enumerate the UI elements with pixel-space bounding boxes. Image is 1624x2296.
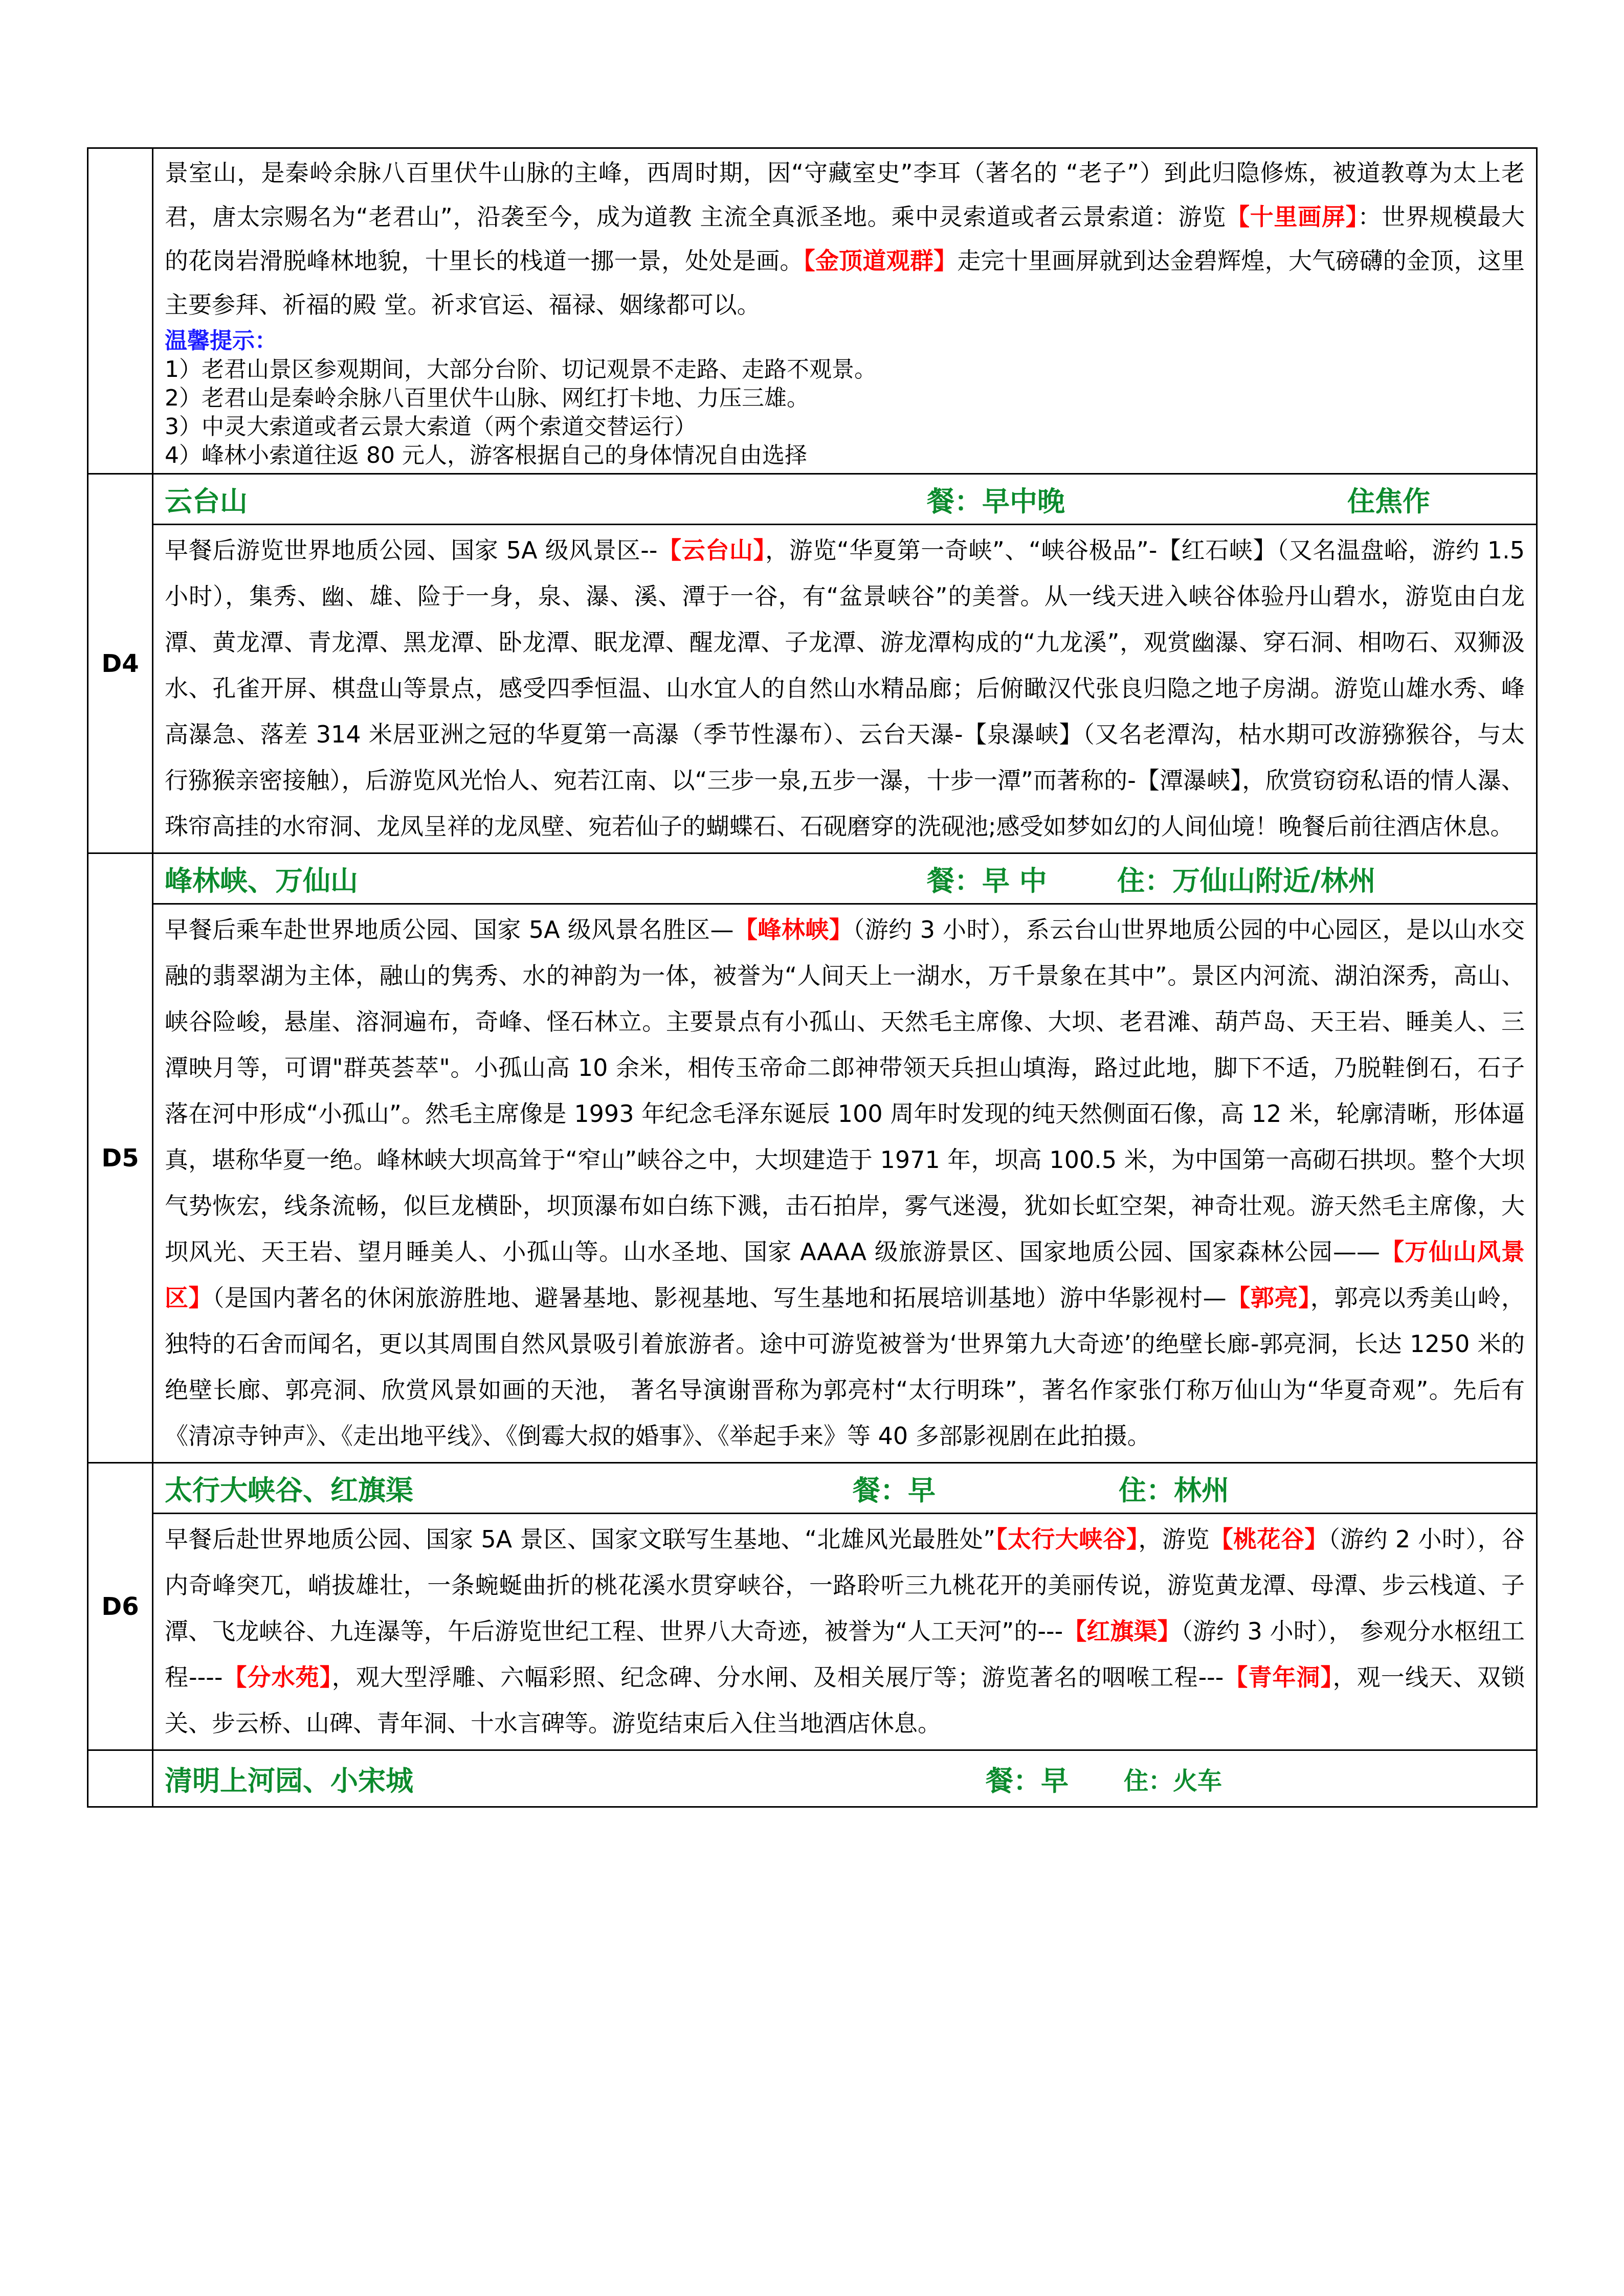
- day-header: [153, 1750, 1537, 1807]
- stay-info: 住：林州: [1119, 1474, 1229, 1506]
- day-label: D4: [88, 474, 153, 853]
- laojunshan-description: 景室山，是秦岭余脉八百里伏牛山脉的主峰，西周时期，因“守藏室史”李耳（著名的 “老子”）到此归隐修炼，被道教尊为太上老君，唐太宗赐名为“老君山”，沿袭至今，成为道教 主流全真派圣地。乘中灵索道或者云景索道：游览【十里画屏】：世界规模最大的花岗岩滑脱峰林地貌，十里长的栈道一挪一景，处处是画。【金顶道观群】走完十里画屏就到达金碧辉煌，大气磅礴的金顶，这里主要参拜、祈福的殿 堂。祈求官运、福禄、姻缘都可以。: [165, 159, 1525, 319]
- highlight-taohuagu: 【桃花谷】: [1209, 1525, 1328, 1553]
- meal-info: 餐：早中晚: [927, 485, 1065, 517]
- meal-info: 餐：早: [853, 1474, 936, 1506]
- highlight-shili-huaping: 【十里画屏】: [1226, 203, 1358, 231]
- day-header: [153, 1463, 1537, 1514]
- continued-row: [88, 148, 1537, 474]
- highlight-qingniandong: 【青年洞】: [1223, 1663, 1333, 1691]
- day-content-row: [88, 904, 1537, 1463]
- tips-title: 温馨提示：: [165, 328, 277, 354]
- tip-item: 4）峰林小索道往返 80 元人，游客根据自己的身体情况自由选择: [165, 442, 807, 468]
- highlight-fenglinxia: 【峰林峡】: [733, 916, 853, 943]
- day-title: 清明上河园、小宋城: [165, 1764, 413, 1797]
- highlight-hongqiqu: 【红旗渠】: [1063, 1617, 1181, 1645]
- highlight-yuntaishan: 【云台山】: [657, 536, 766, 564]
- highlight-guoliang: 【郭亮】: [1226, 1284, 1310, 1312]
- day-header-row: [88, 1750, 1537, 1807]
- day-title: 峰林峡、万仙山: [165, 864, 358, 897]
- day-cell-empty: [88, 148, 153, 474]
- highlight-jinding: 【金顶道观群】: [803, 247, 958, 275]
- tip-item: 2）老君山是秦岭余脉八百里伏牛山脉、网红打卡地、力压三雄。: [165, 385, 809, 411]
- stay-info: 住：火车: [1124, 1766, 1222, 1795]
- itinerary-table: [87, 147, 1538, 1808]
- day-header: [153, 474, 1537, 525]
- day-cell-empty: [88, 1750, 153, 1807]
- day-header-row: [88, 853, 1537, 904]
- day-content-row: [88, 525, 1537, 853]
- highlight-taihang: 【太行大峡谷】: [995, 1525, 1139, 1553]
- meal-info: 餐：早 中: [927, 864, 1047, 897]
- day-title: 云台山: [165, 485, 248, 517]
- tip-item: 3）中灵大索道或者云景大索道（两个索道交替运行）: [165, 414, 697, 440]
- day-description: 早餐后赴世界地质公园、国家 5A 景区、国家文联写生基地、“北雄风光最胜处”【太行大峡谷】，游览【桃花谷】（游约 2 小时），谷内奇峰突兀，峭拔雄壮，一条蜿蜒曲折的桃花溪水贯穿峡谷，一路聆听三九桃花开的美丽传说，游览黄龙潭、母潭、步云栈道、子潭、飞龙峡谷、九连瀑等，午后游览世纪工程、世界八大奇迹，被誉为“人工天河”的---【红旗渠】（游约 3 小时）， 参观分水枢纽工程----【分水苑】，观大型浮雕、六幅彩照、纪念碑、分水闸、及相关展厅等；游览著名的咽喉工程---【青年洞】，观一线天、双锁关、步云桥、山碑、青年洞、十水言碑等。游览结束后入住当地酒店休息。: [153, 1514, 1537, 1750]
- day-header-row: [88, 1463, 1537, 1514]
- meal-info: 餐：早: [986, 1764, 1069, 1797]
- highlight-wanxianshan: 【万仙山风景区】: [165, 1238, 1525, 1312]
- day-header: [153, 853, 1537, 904]
- tip-item: 1）老君山景区参观期间，大部分台阶、切记观景不走路、走路不观景。: [165, 356, 877, 382]
- day-label: D6: [88, 1463, 153, 1750]
- day-label: D5: [88, 853, 153, 1463]
- day-title: 太行大峡谷、红旗渠: [165, 1474, 413, 1506]
- day-description: 早餐后游览世界地质公园、国家 5A 级风景区--【云台山】，游览“华夏第一奇峡”、“峡谷极品”-【红石峡】（又名温盘峪，游约 1.5 小时），集秀、幽、雄、险于一身，泉、瀑、溪、潭于一谷，有“盆景峡谷”的美誉。从一线天进入峡谷体验丹山碧水，游览由白龙潭、黄龙潭、青龙潭、黑龙潭、卧龙潭、眠龙潭、醒龙潭、子龙潭、游龙潭构成的“九龙溪”，观赏幽瀑、穿石洞、相吻石、双狮汲水、孔雀开屏、棋盘山等景点，感受四季恒温、山水宜人的自然山水精品廊；后俯瞰汉代张良归隐之地子房湖。游览山雄水秀、峰高瀑急、落差 314 米居亚洲之冠的华夏第一高瀑（季节性瀑布）、云台天瀑-【泉瀑峡】（又名老潭沟，枯水期可改游猕猴谷，与太行猕猴亲密接触），后游览风光怡人、宛若江南、以“三步一泉,五步一瀑，十步一潭”而著称的-【潭瀑峡】，欣赏窃窃私语的情人瀑、珠帘高挂的水帘洞、龙凤呈祥的龙凤壁、宛若仙子的蝴蝶石、石砚磨穿的洗砚池;感受如梦如幻的人间仙境！晚餐后前往酒店休息。: [153, 525, 1537, 853]
- stay-info: 住焦作: [1347, 485, 1430, 517]
- continued-content: [153, 148, 1537, 474]
- stay-info: 住：万仙山附近/林州: [1117, 864, 1376, 897]
- day-header-row: [88, 474, 1537, 525]
- day-description: 早餐后乘车赴世界地质公园、国家 5A 级风景名胜区—【峰林峡】（游约 3 小时），系云台山世界地质公园的中心园区，是以山水交融的翡翠湖为主体，融山的隽秀、水的神韵为一体，被誉为“人间天上一湖水，万千景象在其中”。景区内河流、湖泊深秀，高山、峡谷险峻，悬崖、溶洞遍布，奇峰、怪石林立。主要景点有小孤山、天然毛主席像、大坝、老君滩、葫芦岛、天王岩、睡美人、三潭映月等，可谓"群英荟萃"。小孤山高 10 余米，相传玉帝命二郎神带领天兵担山填海，路过此地，脚下不适，乃脱鞋倒石，石子落在河中形成“小孤山”。然毛主席像是 1993 年纪念毛泽东诞辰 100 周年时发现的纯天然侧面石像，高 12 米，轮廓清晰，形体逼真，堪称华夏一绝。峰林峡大坝高耸于“窄山”峡谷之中，大坝建造于 1971 年，坝高 100.5 米，为中国第一高砌石拱坝。整个大坝气势恢宏，线条流畅，似巨龙横卧，坝顶瀑布如白练下溅，击石拍岸，雾气迷漫，犹如长虹空架，神奇壮观。游天然毛主席像，大坝风光、天王岩、望月睡美人、小孤山等。山水圣地、国家 AAAA 级旅游景区、国家地质公园、国家森林公园——【万仙山风景区】（是国内著名的休闲旅游胜地、避暑基地、影视基地、写生基地和拓展培训基地）游中华影视村—【郭亮】，郭亮以秀美山岭，独特的石舍而闻名，更以其周围自然风景吸引着旅游者。途中可游览被誉为‘世界第九大奇迹’的绝壁长廊-郭亮洞，长达 1250 米的绝壁长廊、郭亮洞、欣赏风景如画的天池， 著名导演谢晋称为郭亮村“太行明珠”，著名作家张仃称万仙山为“华夏奇观”。先后有《清凉寺钟声》、《走出地平线》、《倒霉大叔的婚事》、《举起手来》等 40 多部影视剧在此拍摄。: [153, 904, 1537, 1463]
- day-content-row: [88, 1514, 1537, 1750]
- highlight-fenshuiyuan: 【分水苑】: [223, 1663, 332, 1691]
